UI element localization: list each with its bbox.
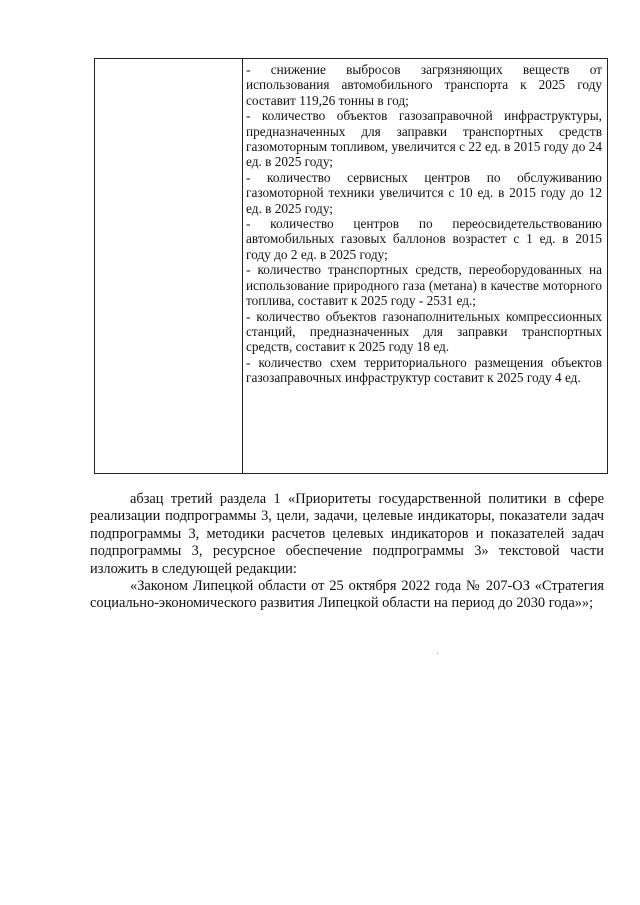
- body-text: [90, 491, 604, 613]
- indicators-table: [94, 58, 608, 474]
- scan-speck: [437, 653, 438, 654]
- table-right-cell-text: [244, 59, 606, 386]
- table-left-cell: [95, 59, 243, 473]
- list-item: - количество схем территориального размещения объектов газозаправочных инфраструктур составит к 2025 году 4 ед.: [246, 354, 602, 386]
- list-item: - количество сервисных центров по обслуживанию газомоторной техники увеличится с 10 ед. в 2015 году до 12 ед. в 2025 году;: [246, 169, 602, 216]
- list-item: - количество объектов газозаправочной инфраструктуры, предназначенных для заправки транспортных средств газомоторным топливом, увеличится с 22 ед. в 2015 году до 24 ед. в 2025 году;: [246, 108, 602, 170]
- paragraph-amendment-intro: абзац третий раздела 1 «Приоритеты государственной политики в сфере реализации подпрограммы 3, цели, задачи, целевые индикаторы, показатели задач подпрограммы 3, методики расчетов целевых индикаторов и показателей задач подпрограммы 3, ресурсное обеспечение подпрограммы 3» текстовой части изложить в следующей редакции:: [90, 491, 604, 577]
- table-right-cell: [244, 59, 606, 473]
- list-item: - снижение выбросов загрязняющих веществ от использования автомобильного транспорта к 2025 году составит 119,26 тонны в год;: [246, 62, 602, 108]
- list-item: - количество объектов газонаполнительных компрессионных станций, предназначенных для заправки транспортных средств, составит к 2025 году 18 ед.: [246, 308, 602, 355]
- list-item: - количество транспортных средств, переоборудованных на использование природного газа (метана) в качестве моторного топлива, составит к 2025 году - 2531 ед.;: [246, 262, 602, 309]
- paragraph-amendment-text: «Законом Липецкой области от 25 октября 2022 года № 207-ОЗ «Стратегия социально-экономического развития Липецкой области на период до 2030 года»»;: [90, 578, 604, 612]
- list-item: - количество центров по переосвидетельствованию автомобильных газовых баллонов возрастет с 1 ед. в 2015 году до 2 ед. в 2025 году;: [246, 216, 602, 262]
